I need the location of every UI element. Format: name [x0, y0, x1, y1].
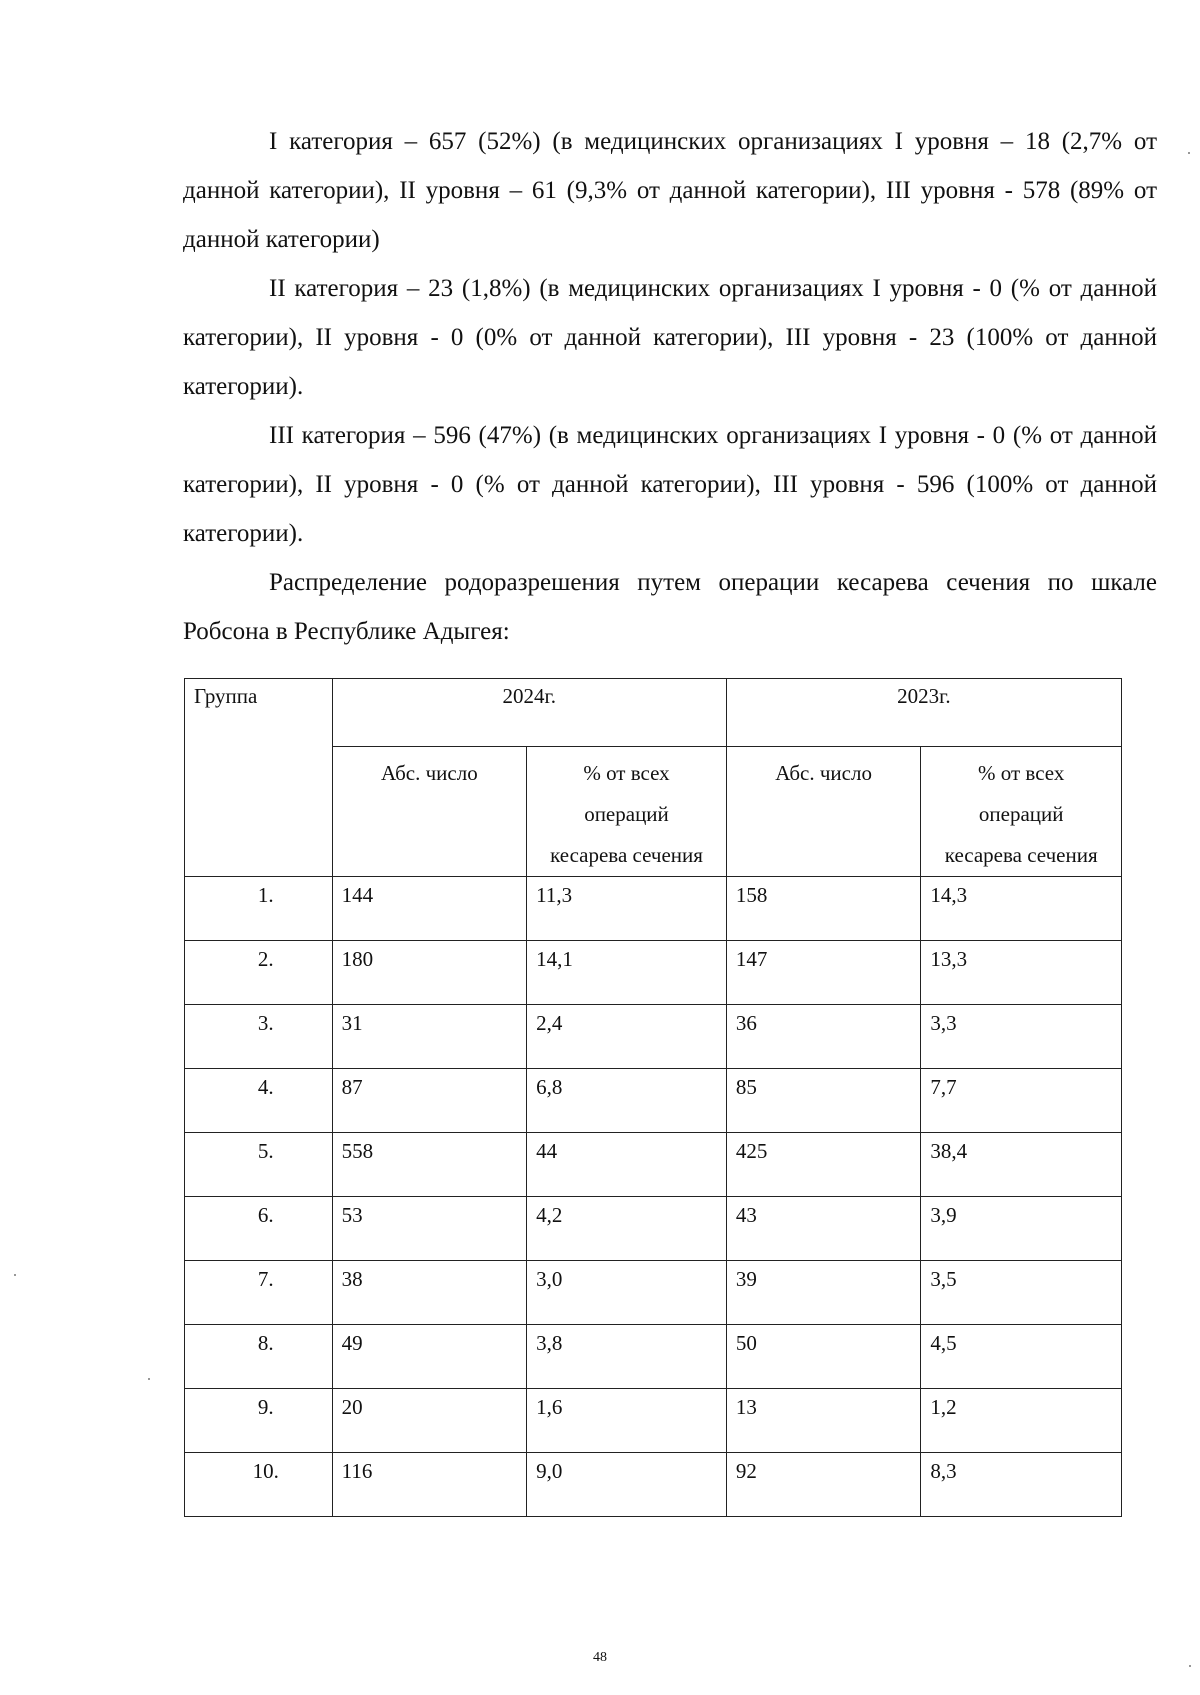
table-row [185, 1133, 1122, 1197]
abs-2024-cell: 53 [332, 1197, 527, 1261]
pct-2023-cell: 7,7 [921, 1069, 1122, 1133]
scan-speck [14, 1274, 16, 1276]
abs-2024-cell: 38 [332, 1261, 527, 1325]
pct-2024-cell: 3,8 [527, 1325, 727, 1389]
abs-2023-cell: 158 [726, 877, 921, 941]
pct-2024-cell: 3,0 [527, 1261, 727, 1325]
abs-2024-cell: 49 [332, 1325, 527, 1389]
abs-2023-cell: 425 [726, 1133, 921, 1197]
abs-header-label: Абс. число [775, 761, 872, 785]
abs-2023-cell: 92 [726, 1453, 921, 1517]
abs-2023-cell: 13 [726, 1389, 921, 1453]
abs-header-2024 [332, 747, 527, 877]
abs-header-2023 [726, 747, 921, 877]
table-row [185, 1325, 1122, 1389]
pct-2023-cell: 38,4 [921, 1133, 1122, 1197]
pct-2024-cell: 6,8 [527, 1069, 727, 1133]
pct-2024-cell: 1,6 [527, 1389, 727, 1453]
abs-2024-cell: 180 [332, 941, 527, 1005]
pct-2023-cell: 4,5 [921, 1325, 1122, 1389]
abs-2024-cell: 116 [332, 1453, 527, 1517]
pct-2023-cell: 3,3 [921, 1005, 1122, 1069]
pct-header-line3: кесарева сечения [944, 843, 1098, 867]
pct-2023-cell: 1,2 [921, 1389, 1122, 1453]
pct-2024-cell: 44 [527, 1133, 727, 1197]
pct-header-line1: % от всех [978, 761, 1065, 785]
abs-2023-cell: 43 [726, 1197, 921, 1261]
table-row [185, 1389, 1122, 1453]
page-number: 48 [593, 1650, 607, 1665]
group-cell: 6. [185, 1197, 333, 1261]
group-cell: 7. [185, 1261, 333, 1325]
table-row [185, 1197, 1122, 1261]
abs-2024-cell: 558 [332, 1133, 527, 1197]
robson-table [184, 678, 1122, 1517]
abs-2024-cell: 20 [332, 1389, 527, 1453]
pct-2024-cell: 14,1 [527, 941, 727, 1005]
pct-2023-cell: 3,9 [921, 1197, 1122, 1261]
pct-2023-cell: 14,3 [921, 877, 1122, 941]
group-cell: 2. [185, 941, 333, 1005]
paragraph-robson-intro: Распределение родоразрешения путем операции кесарева сечения по шкале Робсона в Республике Адыгея: [183, 569, 1157, 645]
scan-speck [148, 1378, 150, 1380]
pct-2023-cell: 3,5 [921, 1261, 1122, 1325]
table-row [185, 1069, 1122, 1133]
paragraph-category-3: III категория – 596 (47%) (в медицинских организациях I уровня - 0 (% от данной категории), II уровня - 0 (% от данной категории), III уровня - 596 (100% от данной категории). [183, 422, 1157, 547]
table-row [185, 877, 1122, 941]
pct-header-line2: операций [978, 802, 1064, 826]
group-cell: 3. [185, 1005, 333, 1069]
pct-header-line3: кесарева сечения [550, 843, 703, 867]
group-cell: 9. [185, 1389, 333, 1453]
pct-header-2023 [921, 747, 1122, 877]
abs-2023-cell: 85 [726, 1069, 921, 1133]
group-cell: 8. [185, 1325, 333, 1389]
year-2023-header: 2023г. [726, 679, 1121, 747]
pct-2024-cell: 11,3 [527, 877, 727, 941]
table-row [185, 1453, 1122, 1517]
pct-2024-cell: 9,0 [527, 1453, 727, 1517]
abs-2024-cell: 87 [332, 1069, 527, 1133]
abs-header-label: Абс. число [381, 761, 478, 785]
group-cell: 5. [185, 1133, 333, 1197]
abs-2023-cell: 50 [726, 1325, 921, 1389]
abs-2023-cell: 39 [726, 1261, 921, 1325]
scan-speck [1189, 1665, 1191, 1667]
paragraph-category-1: I категория – 657 (52%) (в медицинских организациях I уровня – 18 (2,7% от данной категории), II уровня – 61 (9,3% от данной категории), III уровня - 578 (89% от данной категории) [183, 128, 1157, 253]
scan-speck [1188, 152, 1190, 154]
group-cell: 1. [185, 877, 333, 941]
pct-2023-cell: 13,3 [921, 941, 1122, 1005]
pct-header-2024 [527, 747, 727, 877]
pct-header-line1: % от всех [583, 761, 670, 785]
abs-2023-cell: 36 [726, 1005, 921, 1069]
table-row [185, 941, 1122, 1005]
group-cell: 10. [185, 1453, 333, 1517]
table-row [185, 1261, 1122, 1325]
group-header: Группа [185, 679, 333, 877]
pct-2024-cell: 2,4 [527, 1005, 727, 1069]
paragraph-category-2: II категория – 23 (1,8%) (в медицинских организациях I уровня - 0 (% от данной категории), II уровня - 0 (0% от данной категории), III уровня - 23 (100% от данной категории). [183, 275, 1157, 400]
table-row [185, 1005, 1122, 1069]
abs-2024-cell: 31 [332, 1005, 527, 1069]
year-2024-header: 2024г. [332, 679, 726, 747]
pct-2023-cell: 8,3 [921, 1453, 1122, 1517]
table-header-row [185, 679, 1122, 747]
group-cell: 4. [185, 1069, 333, 1133]
abs-2024-cell: 144 [332, 877, 527, 941]
pct-2024-cell: 4,2 [527, 1197, 727, 1261]
pct-header-line2: операций [584, 802, 669, 826]
abs-2023-cell: 147 [726, 941, 921, 1005]
